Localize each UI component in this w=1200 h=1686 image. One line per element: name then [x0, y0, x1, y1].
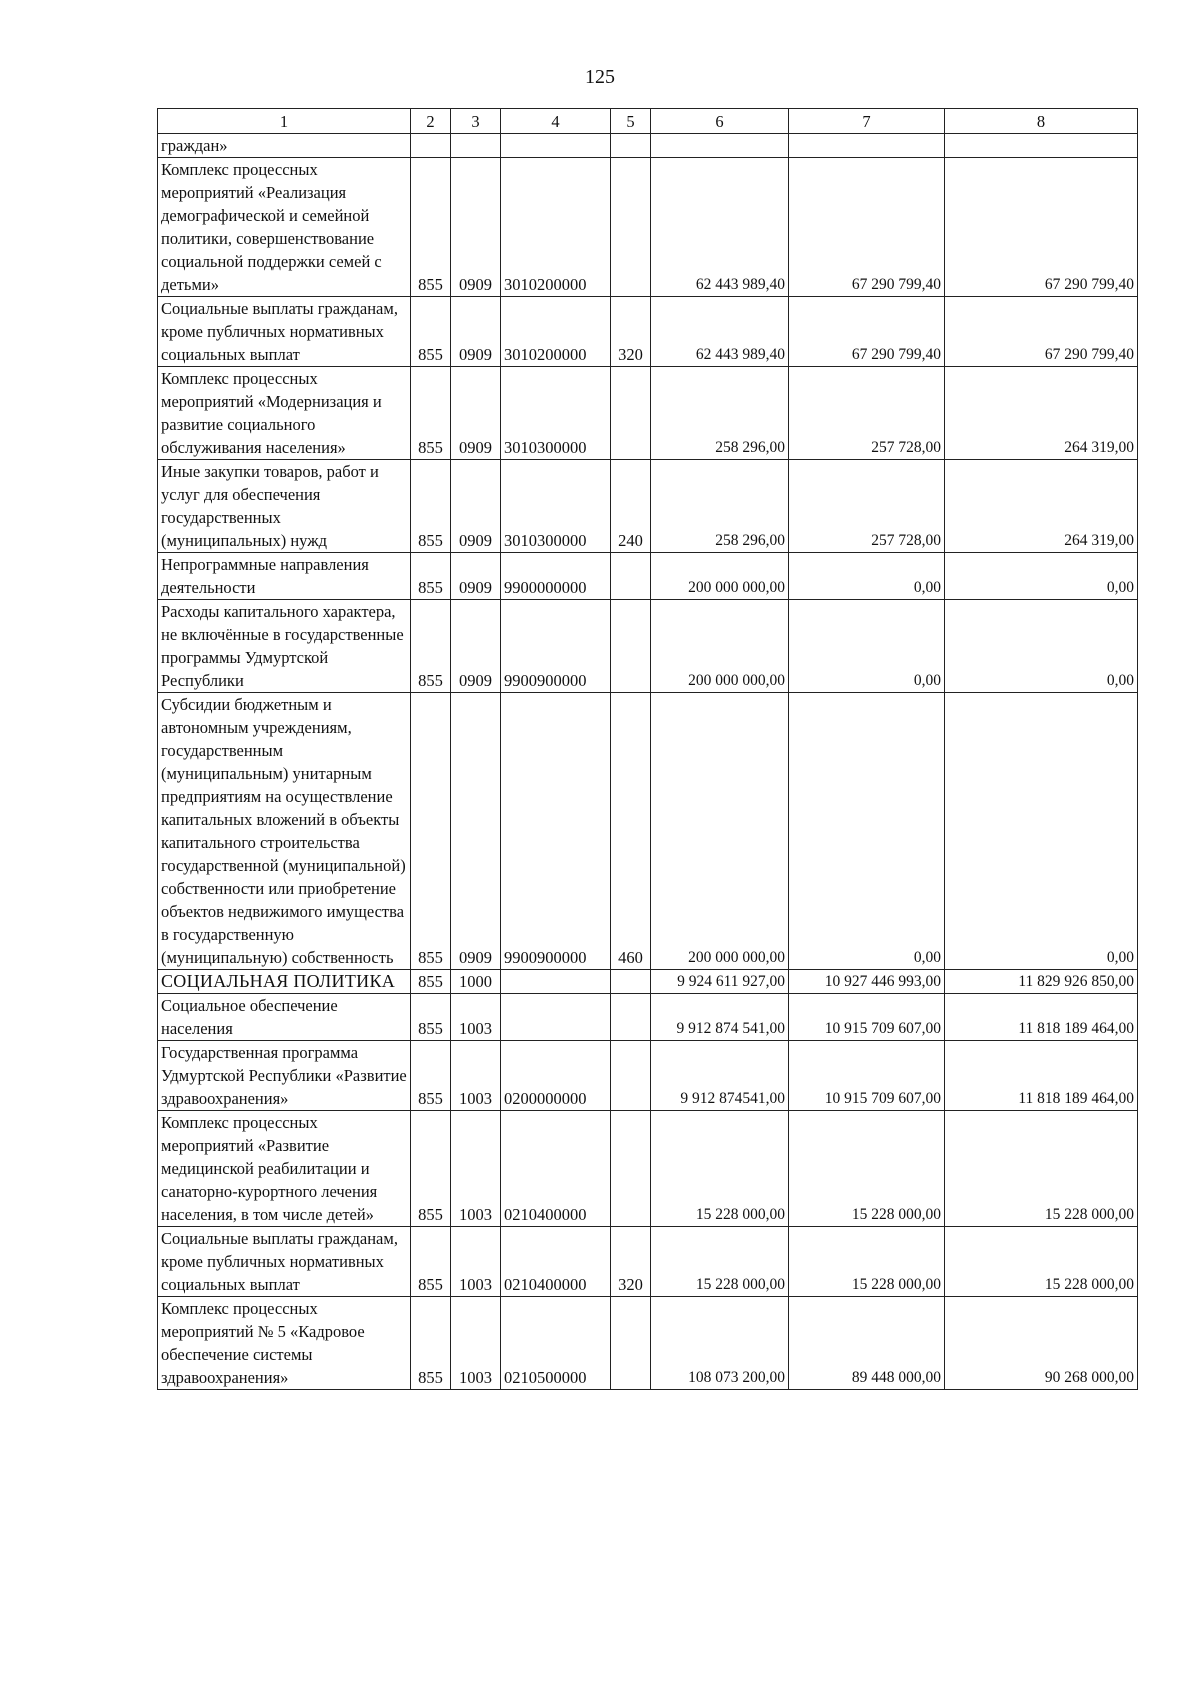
amount-col6-cell: 200 000 000,00	[651, 600, 789, 693]
row-name-cell: Непрограммные направления деятельности	[158, 553, 411, 600]
gov-code-cell: 855	[411, 553, 451, 600]
amount-col6-cell: 200 000 000,00	[651, 693, 789, 970]
target-code-cell: 3010200000	[501, 158, 611, 297]
expense-type-cell	[611, 1297, 651, 1390]
row-name-cell: граждан»	[158, 134, 411, 158]
table-row	[158, 297, 1138, 367]
amount-col6-cell: 15 228 000,00	[651, 1227, 789, 1297]
table-row	[158, 994, 1138, 1041]
amount-col6-cell: 62 443 989,40	[651, 297, 789, 367]
header-col-3: 3	[451, 109, 501, 134]
amount-col7-cell: 10 927 446 993,00	[789, 970, 945, 994]
section-code-cell: 1003	[451, 1041, 501, 1111]
target-code-cell: 3010300000	[501, 460, 611, 553]
gov-code-cell: 855	[411, 994, 451, 1041]
amount-col7-cell: 257 728,00	[789, 367, 945, 460]
expense-type-cell: 320	[611, 1227, 651, 1297]
budget-table	[157, 108, 1138, 1390]
header-col-5: 5	[611, 109, 651, 134]
amount-col6-cell	[651, 134, 789, 158]
target-code-cell	[501, 134, 611, 158]
row-name-cell: Социальное обеспечение населения	[158, 994, 411, 1041]
section-code-cell: 0909	[451, 158, 501, 297]
amount-col6-cell: 258 296,00	[651, 367, 789, 460]
amount-col8-cell	[945, 134, 1138, 158]
table-row	[158, 1297, 1138, 1390]
header-col-7: 7	[789, 109, 945, 134]
amount-col7-cell: 257 728,00	[789, 460, 945, 553]
header-col-2: 2	[411, 109, 451, 134]
section-code-cell: 0909	[451, 367, 501, 460]
table-row	[158, 970, 1138, 994]
amount-col7-cell: 67 290 799,40	[789, 158, 945, 297]
target-code-cell: 0210400000	[501, 1111, 611, 1227]
expense-type-cell	[611, 158, 651, 297]
row-name-cell: Государственная программа Удмуртской Республики «Развитие здравоохранения»	[158, 1041, 411, 1111]
gov-code-cell: 855	[411, 460, 451, 553]
expense-type-cell	[611, 134, 651, 158]
header-col-6: 6	[651, 109, 789, 134]
table-row	[158, 1041, 1138, 1111]
row-name-cell: СОЦИАЛЬНАЯ ПОЛИТИКА	[158, 970, 411, 994]
target-code-cell: 9900000000	[501, 553, 611, 600]
expense-type-cell: 320	[611, 297, 651, 367]
row-name-cell: Субсидии бюджетным и автономным учреждениям, государственным (муниципальным) унитарным предприятиям на осуществление капитальных вложений в объекты капитального строительства государственной (муниципальной) собственности или приобретение объектов недвижимого имущества в государственную (муниципальную) собственность	[158, 693, 411, 970]
target-code-cell: 0210400000	[501, 1227, 611, 1297]
row-name-cell: Социальные выплаты гражданам, кроме публичных нормативных социальных выплат	[158, 1227, 411, 1297]
section-code-cell	[451, 134, 501, 158]
section-code-cell: 0909	[451, 600, 501, 693]
section-code-cell: 1003	[451, 1111, 501, 1227]
table-row	[158, 460, 1138, 553]
amount-col6-cell: 62 443 989,40	[651, 158, 789, 297]
amount-col7-cell: 89 448 000,00	[789, 1297, 945, 1390]
amount-col7-cell: 10 915 709 607,00	[789, 994, 945, 1041]
amount-col7-cell: 15 228 000,00	[789, 1111, 945, 1227]
amount-col8-cell: 90 268 000,00	[945, 1297, 1138, 1390]
gov-code-cell	[411, 134, 451, 158]
table-row	[158, 600, 1138, 693]
amount-col6-cell: 9 924 611 927,00	[651, 970, 789, 994]
section-code-cell: 1003	[451, 1227, 501, 1297]
gov-code-cell: 855	[411, 367, 451, 460]
page-number: 125	[585, 66, 615, 88]
expense-type-cell	[611, 600, 651, 693]
table-row	[158, 134, 1138, 158]
table-row	[158, 1111, 1138, 1227]
row-name-cell: Комплекс процессных мероприятий «Развитие медицинской реабилитации и санаторно-курортного лечения населения, в том числе детей»	[158, 1111, 411, 1227]
gov-code-cell: 855	[411, 1111, 451, 1227]
table-row	[158, 553, 1138, 600]
section-code-cell: 0909	[451, 297, 501, 367]
gov-code-cell: 855	[411, 600, 451, 693]
section-code-cell: 1000	[451, 970, 501, 994]
amount-col8-cell: 0,00	[945, 553, 1138, 600]
expense-type-cell	[611, 994, 651, 1041]
amount-col6-cell: 9 912 874 541,00	[651, 994, 789, 1041]
gov-code-cell: 855	[411, 158, 451, 297]
section-code-cell: 0909	[451, 693, 501, 970]
amount-col8-cell: 11 818 189 464,00	[945, 1041, 1138, 1111]
expense-type-cell	[611, 1041, 651, 1111]
table-row	[158, 693, 1138, 970]
amount-col7-cell	[789, 134, 945, 158]
amount-col6-cell: 200 000 000,00	[651, 553, 789, 600]
expense-type-cell	[611, 553, 651, 600]
amount-col6-cell: 15 228 000,00	[651, 1111, 789, 1227]
table-row	[158, 367, 1138, 460]
section-code-cell: 1003	[451, 1297, 501, 1390]
target-code-cell: 3010300000	[501, 367, 611, 460]
row-name-cell: Расходы капитального характера, не включённые в государственные программы Удмуртской Республики	[158, 600, 411, 693]
amount-col7-cell: 0,00	[789, 553, 945, 600]
table-row	[158, 158, 1138, 297]
section-code-cell: 0909	[451, 460, 501, 553]
amount-col6-cell: 108 073 200,00	[651, 1297, 789, 1390]
amount-col7-cell: 0,00	[789, 693, 945, 970]
gov-code-cell: 855	[411, 1227, 451, 1297]
amount-col8-cell: 67 290 799,40	[945, 297, 1138, 367]
expense-type-cell: 240	[611, 460, 651, 553]
expense-type-cell: 460	[611, 693, 651, 970]
gov-code-cell: 855	[411, 1297, 451, 1390]
target-code-cell	[501, 970, 611, 994]
amount-col8-cell: 11 818 189 464,00	[945, 994, 1138, 1041]
amount-col7-cell: 10 915 709 607,00	[789, 1041, 945, 1111]
expense-type-cell	[611, 367, 651, 460]
amount-col7-cell: 0,00	[789, 600, 945, 693]
amount-col8-cell: 15 228 000,00	[945, 1227, 1138, 1297]
target-code-cell: 0210500000	[501, 1297, 611, 1390]
target-code-cell: 3010200000	[501, 297, 611, 367]
amount-col6-cell: 9 912 874541,00	[651, 1041, 789, 1111]
amount-col7-cell: 15 228 000,00	[789, 1227, 945, 1297]
amount-col8-cell: 264 319,00	[945, 367, 1138, 460]
amount-col6-cell: 258 296,00	[651, 460, 789, 553]
section-code-cell: 1003	[451, 994, 501, 1041]
target-code-cell	[501, 994, 611, 1041]
row-name-cell: Комплекс процессных мероприятий «Реализация демографической и семейной политики, совершенствование социальной поддержки семей с детьми»	[158, 158, 411, 297]
header-row	[158, 109, 1138, 134]
expense-type-cell	[611, 1111, 651, 1227]
header-col-8: 8	[945, 109, 1138, 134]
amount-col7-cell: 67 290 799,40	[789, 297, 945, 367]
expense-type-cell	[611, 970, 651, 994]
amount-col8-cell: 264 319,00	[945, 460, 1138, 553]
gov-code-cell: 855	[411, 970, 451, 994]
header-col-1: 1	[158, 109, 411, 134]
row-name-cell: Комплекс процессных мероприятий «Модернизация и развитие социального обслуживания населения»	[158, 367, 411, 460]
section-code-cell: 0909	[451, 553, 501, 600]
target-code-cell: 9900900000	[501, 693, 611, 970]
header-col-4: 4	[501, 109, 611, 134]
amount-col8-cell: 0,00	[945, 600, 1138, 693]
row-name-cell: Комплекс процессных мероприятий № 5 «Кадровое обеспечение системы здравоохранения»	[158, 1297, 411, 1390]
gov-code-cell: 855	[411, 693, 451, 970]
target-code-cell: 0200000000	[501, 1041, 611, 1111]
row-name-cell: Социальные выплаты гражданам, кроме публичных нормативных социальных выплат	[158, 297, 411, 367]
amount-col8-cell: 15 228 000,00	[945, 1111, 1138, 1227]
row-name-cell: Иные закупки товаров, работ и услуг для обеспечения государственных (муниципальных) нужд	[158, 460, 411, 553]
target-code-cell: 9900900000	[501, 600, 611, 693]
amount-col8-cell: 67 290 799,40	[945, 158, 1138, 297]
gov-code-cell: 855	[411, 1041, 451, 1111]
gov-code-cell: 855	[411, 297, 451, 367]
amount-col8-cell: 0,00	[945, 693, 1138, 970]
amount-col8-cell: 11 829 926 850,00	[945, 970, 1138, 994]
table-row	[158, 1227, 1138, 1297]
